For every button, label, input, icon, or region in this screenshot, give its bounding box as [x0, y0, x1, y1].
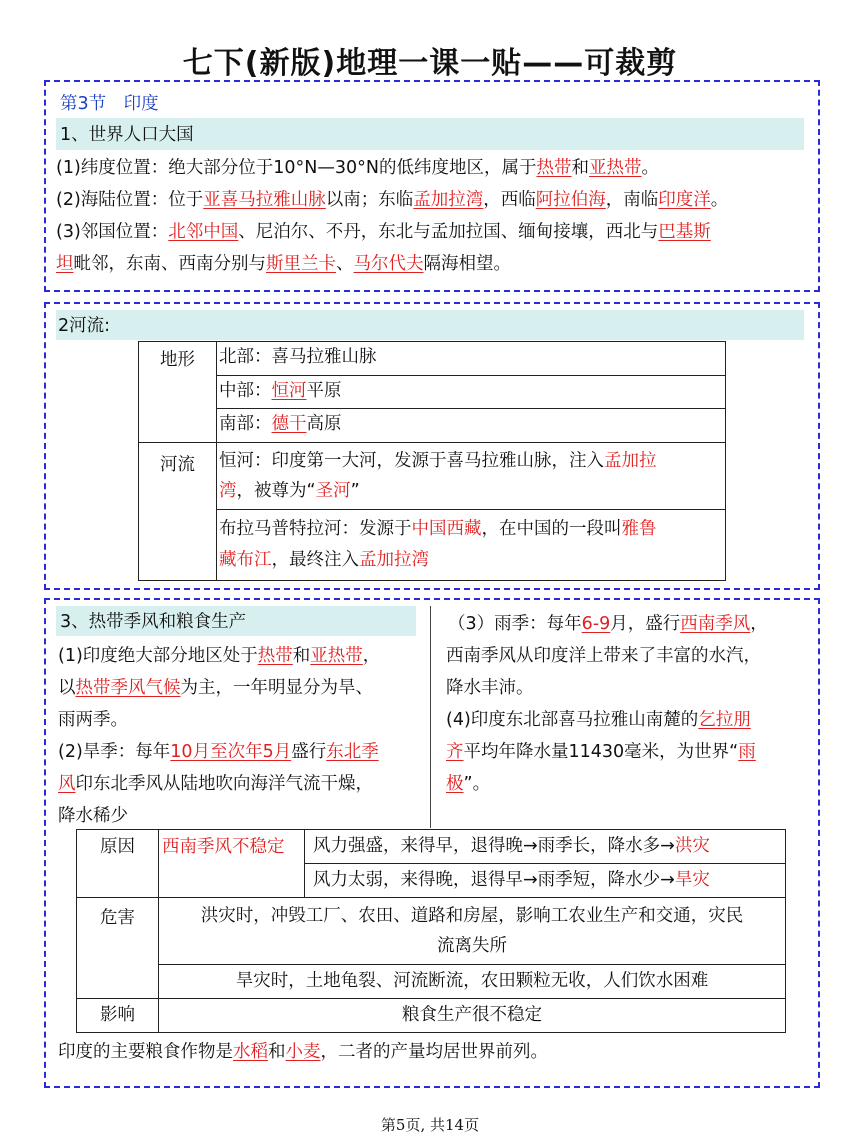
harm-label: 危害: [77, 898, 159, 999]
answer: 湾: [219, 481, 237, 501]
subheading-rivers: 2河流:: [58, 316, 111, 336]
wet-season-line2: 西南季风从印度洋上带来了丰富的水汽，: [446, 646, 761, 666]
text: 平均年降水量11430毫米，为世界“: [463, 742, 739, 762]
answer: 恒河: [271, 381, 307, 401]
text: 北部：喜马拉雅山脉: [219, 347, 377, 367]
answer: 小麦: [285, 1042, 321, 1062]
text: （3）雨季：每年: [448, 614, 582, 634]
text: ，: [750, 614, 768, 634]
monsoon-p1-line2: [58, 675, 373, 701]
text: ，最终注入: [271, 550, 359, 570]
text: (1)印度绝大部分地区处于: [58, 646, 258, 666]
cause-value: 西南季风不稳定: [159, 830, 305, 898]
text: 月，盛行: [610, 614, 681, 634]
text: 毗邻，东南、西南分别与: [73, 254, 266, 274]
answer: 巴基斯: [658, 222, 711, 242]
text: ，在中国的一段叫: [481, 519, 622, 539]
text: 和: [268, 1042, 286, 1062]
latitude-line: [56, 155, 659, 181]
answer: 雨: [738, 742, 756, 762]
answer: 阿拉伯海: [535, 190, 606, 210]
staple-crops-line: [58, 1039, 548, 1065]
text: 印东北季风从陆地吹向海洋气流干燥，: [75, 774, 373, 794]
text: 风力太弱，来得晚，退得早→雨季短，降水少→: [313, 870, 675, 890]
answer: 乞拉朋: [698, 710, 751, 730]
effect-label: 影响: [77, 999, 159, 1033]
answer: 热带: [536, 158, 572, 178]
column-divider: [430, 606, 431, 828]
cause-strong: [305, 830, 786, 864]
answer: 藏布江: [219, 550, 272, 570]
text: (2)海陆位置：位于: [56, 190, 204, 210]
dry-season-line2: [58, 771, 373, 797]
subheading-bar: [56, 310, 804, 340]
neighbor-line-2: [56, 251, 511, 277]
page-title: 七下(新版)地理一课一贴——可裁剪: [182, 46, 678, 81]
answer: 斯里兰卡: [266, 254, 336, 274]
cherrapunji-line3: [446, 771, 490, 797]
terrain-label: 地形: [139, 342, 217, 443]
text: 为主，一年明显分为旱、: [180, 678, 373, 698]
text: ”。: [463, 774, 491, 794]
answer: 热带: [257, 646, 293, 666]
text: 、尼泊尔、不丹，东北与孟加拉国、缅甸接壤，西北与: [238, 222, 659, 242]
text: ，: [362, 646, 381, 666]
answer: 水稻: [233, 1042, 268, 1062]
text: 平原: [306, 381, 342, 401]
terrain-central: [217, 376, 726, 409]
section-heading: 第3节 印度: [60, 94, 159, 114]
answer: 孟加拉湾: [359, 550, 429, 570]
text: 。: [641, 158, 660, 178]
answer: 洪灾: [674, 836, 710, 856]
text: 。: [710, 190, 729, 210]
answer: 亚喜马拉雅山脉: [203, 190, 326, 210]
answer: 北邻中国: [168, 222, 239, 242]
answer: 亚热带: [589, 158, 642, 178]
text: (3)邻国位置：: [56, 222, 169, 242]
dry-season-line3: 降水稀少: [58, 806, 128, 826]
subheading-monsoon: 3、热带季风和粮食生产: [60, 612, 247, 632]
brahmaputra-cell: [217, 510, 726, 581]
text: 盛行: [291, 742, 327, 762]
monsoon-p1-line1: [58, 643, 380, 669]
sea-land-line: [56, 187, 728, 213]
monsoon-p1-line3: 雨两季。: [58, 710, 128, 730]
answer: 极: [446, 774, 464, 794]
answer: 齐: [446, 742, 464, 762]
text: ，二者的产量均居世界前列。: [320, 1042, 548, 1062]
rivers-table: [138, 341, 726, 581]
text: 中部：: [219, 381, 272, 401]
text: 风力强盛，来得早，退得晚→雨季长，降水多→: [313, 836, 675, 856]
page-footer: 第5页, 共14页: [380, 1116, 480, 1134]
answer: 雅鲁: [621, 519, 657, 539]
terrain-north: [217, 342, 726, 376]
text: 印度的主要粮食作物是: [58, 1042, 233, 1062]
text: ”: [350, 481, 360, 501]
subheading-population: 1、世界人口大国: [60, 125, 194, 145]
answer: 西南季风: [680, 614, 751, 634]
cause-label: 原因: [77, 830, 159, 898]
ganges-cell: [217, 443, 726, 510]
text: 洪灾时，冲毁工厂、农田、道路和房屋，影响工农业生产和交通，灾民: [200, 906, 744, 926]
answer: 坦: [56, 254, 74, 274]
answer: 孟加拉: [604, 451, 657, 471]
wet-season-line1: [448, 611, 768, 637]
text: (4)印度东北部喜马拉雅山南麓的: [446, 710, 699, 730]
text: (2)旱季：每年: [58, 742, 171, 762]
text: ，西临: [483, 190, 536, 210]
text: 以: [58, 678, 76, 698]
harm-drought: 旱灾时，土地龟裂、河流断流，农田颗粒无收，人们饮水困难: [159, 965, 786, 999]
river-label: 河流: [139, 443, 217, 581]
harm-flood: [159, 898, 786, 965]
text: (1)纬度位置：绝大部分位于10°N—30°N的低纬度地区，属于: [56, 158, 537, 178]
answer: 德干: [271, 414, 307, 434]
cherrapunji-line1: [446, 707, 751, 733]
answer: 6-9: [581, 614, 611, 634]
text: 流离失所: [437, 936, 507, 956]
answer: 中国西藏: [411, 519, 482, 539]
text: 、: [336, 254, 354, 274]
text: 南部：: [219, 414, 272, 434]
text: 和: [292, 646, 311, 666]
wet-season-line3: 降水丰沛。: [446, 678, 534, 698]
text: 和: [571, 158, 590, 178]
cause-weak: [305, 864, 786, 898]
cherrapunji-line2: [446, 739, 756, 765]
answer: 风: [58, 774, 76, 794]
answer: 印度洋: [658, 190, 711, 210]
effect-value: 粮食生产很不稳定: [159, 999, 786, 1033]
text: 布拉马普特拉河：发源于: [219, 519, 412, 539]
answer: 孟加拉湾: [413, 190, 484, 210]
text: ，南临: [605, 190, 659, 210]
answer: 东北季: [326, 742, 379, 762]
answer: 旱灾: [674, 870, 710, 890]
answer: 10月至次年5月: [170, 742, 292, 762]
answer: 马尔代夫: [353, 254, 424, 274]
answer: 亚热带: [310, 646, 363, 666]
text: 隔海相望。: [423, 254, 511, 274]
answer: 热带季风气候: [75, 678, 181, 698]
answer: 圣河: [315, 481, 351, 501]
text: ，被尊为“: [236, 481, 316, 501]
neighbor-line-1: [56, 219, 711, 245]
terrain-south: [217, 409, 726, 443]
dry-season-line1: [58, 739, 379, 765]
text: 以南；东临: [325, 190, 414, 210]
text: 恒河：印度第一大河，发源于喜马拉雅山脉，注入: [219, 451, 604, 471]
text: 高原: [306, 414, 342, 434]
monsoon-table: [76, 829, 786, 1033]
